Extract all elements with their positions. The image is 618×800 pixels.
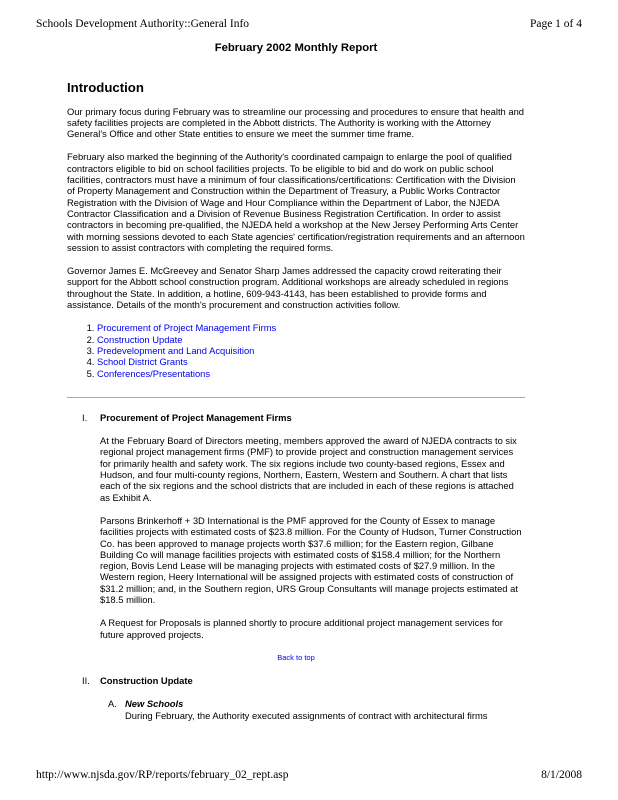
report-title: February 2002 Monthly Report [214,42,378,54]
subsection-heading [67,698,525,709]
toc-item [97,334,525,345]
print-header [36,18,582,34]
toc-item [97,356,525,367]
section-title: Construction Update [100,675,193,687]
section-paragraph: At the February Board of Directors meeting, members approved the award of NJEDA contracts to six regional project management firms (PMF) to provide project and construction management services for primarily health and safety work. The six regions include two county-based regions, Essex and Hudson, and four multi-county regions, Northern, Eastern, Western and Southern. A chart that lists each of the six regions and the school districts that are included in each of these regions is attached as Exhibit A. [100,435,517,503]
section-heading [67,675,525,686]
toc-item [97,345,525,356]
section-heading [67,412,525,423]
section-body [67,435,525,640]
back-to-top [67,652,525,663]
back-to-top-link[interactable]: Back to top [277,652,315,662]
intro-paragraph: Our primary focus during February was to streamline our processing and procedures to ensure that health and safety facilities projects are completed in the Abbott districts. The Authority is working with the Attorney General's Office and other State entities to ensure we meet the summer time frame. [67,105,525,140]
intro-paragraph: February also marked the beginning of the Authority's coordinated campaign to enlarge the pool of qualified contractors eligible to bid on school facilities projects. To be eligible to bid and do work on public school facilities, contractors must have a minimum of four classifications/certifications: Certification with the Division of Property Management and Construction within the Department of Treasury, a Public Works Contractor Registration with the Division of Wage and Hour Compliance within the Department of Labor, the NJEDA Contractor Classification and a Division of Revenue Business Registration Certification. In order to assist contractors in becoming pre-qualified, the NJEDA held a workshop at the New Jersey Performing Arts Center with morning sessions devoted to each State agencies' certification/registration requirements and an afternoon session to assist contractors with completing the required forms. [67,151,525,253]
toc-item [97,368,525,379]
toc-link-procurement[interactable]: Procurement of Project Management Firms [97,322,277,334]
section-paragraph: A Request for Proposals is planned shortly to procure additional project management services for future approved projects. [100,617,503,640]
subsection-text: During February, the Authority executed assignments of contract with architectural firms [125,709,488,721]
report-content [67,40,525,721]
subsection-title: New Schools [125,698,184,710]
section-paragraph: Parsons Brinkerhoff + 3D International is the PMF approved for the County of Essex to manage facilities projects with estimated costs of $23.8 million. For the County of Hudson, Turner Construction Co. has been approved to manage projects worth $37.6 million; for the Eastern region, Gilbane Building Co will manage facilities projects with estimated costs of $158.4 million; for the Northern region, Bovis Lend Lease will be managing projects with estimated costs of $27.9 million. In the Western region, Heery International will be assigned projects with estimated costs of construction of $31.2 million; and, in the Southern region, URS Group Consultants will manage projects estimated at $18.5 million. [100,514,522,605]
toc-link-conferences[interactable]: Conferences/Presentations [97,367,211,379]
section-number: I. [82,411,88,423]
divider [67,397,525,398]
subsection-number: A. [108,698,117,710]
toc-link-grants[interactable]: School District Grants [97,356,188,368]
introduction-heading: Introduction [67,80,144,96]
intro-paragraph: Governor James E. McGreevey and Senator Sharp James addressed the capacity crowd reiterating their support for the Abbott school construction program. Additional workshops are already scheduled in regions throughout the State. In addition, a hotline, 609-943-4143, has been established to provide forms and assistance. Details of the month's procurement and construction activities follow. [67,265,509,311]
print-footer [36,769,582,785]
page-url: http://www.njsda.gov/RP/reports/february_02_rept.asp [36,769,289,781]
toc-link-construction-update[interactable]: Construction Update [97,333,183,345]
print-date: 8/1/2008 [541,769,582,781]
print-header-title: Schools Development Authority::General Info [36,18,250,30]
page-number: Page 1 of 4 [529,18,582,30]
section-title: Procurement of Project Management Firms [100,411,292,423]
table-of-contents [67,322,525,378]
toc-link-predevelopment[interactable]: Predevelopment and Land Acquisition [97,344,255,356]
toc-item [97,322,525,333]
section-number: II. [82,675,90,687]
